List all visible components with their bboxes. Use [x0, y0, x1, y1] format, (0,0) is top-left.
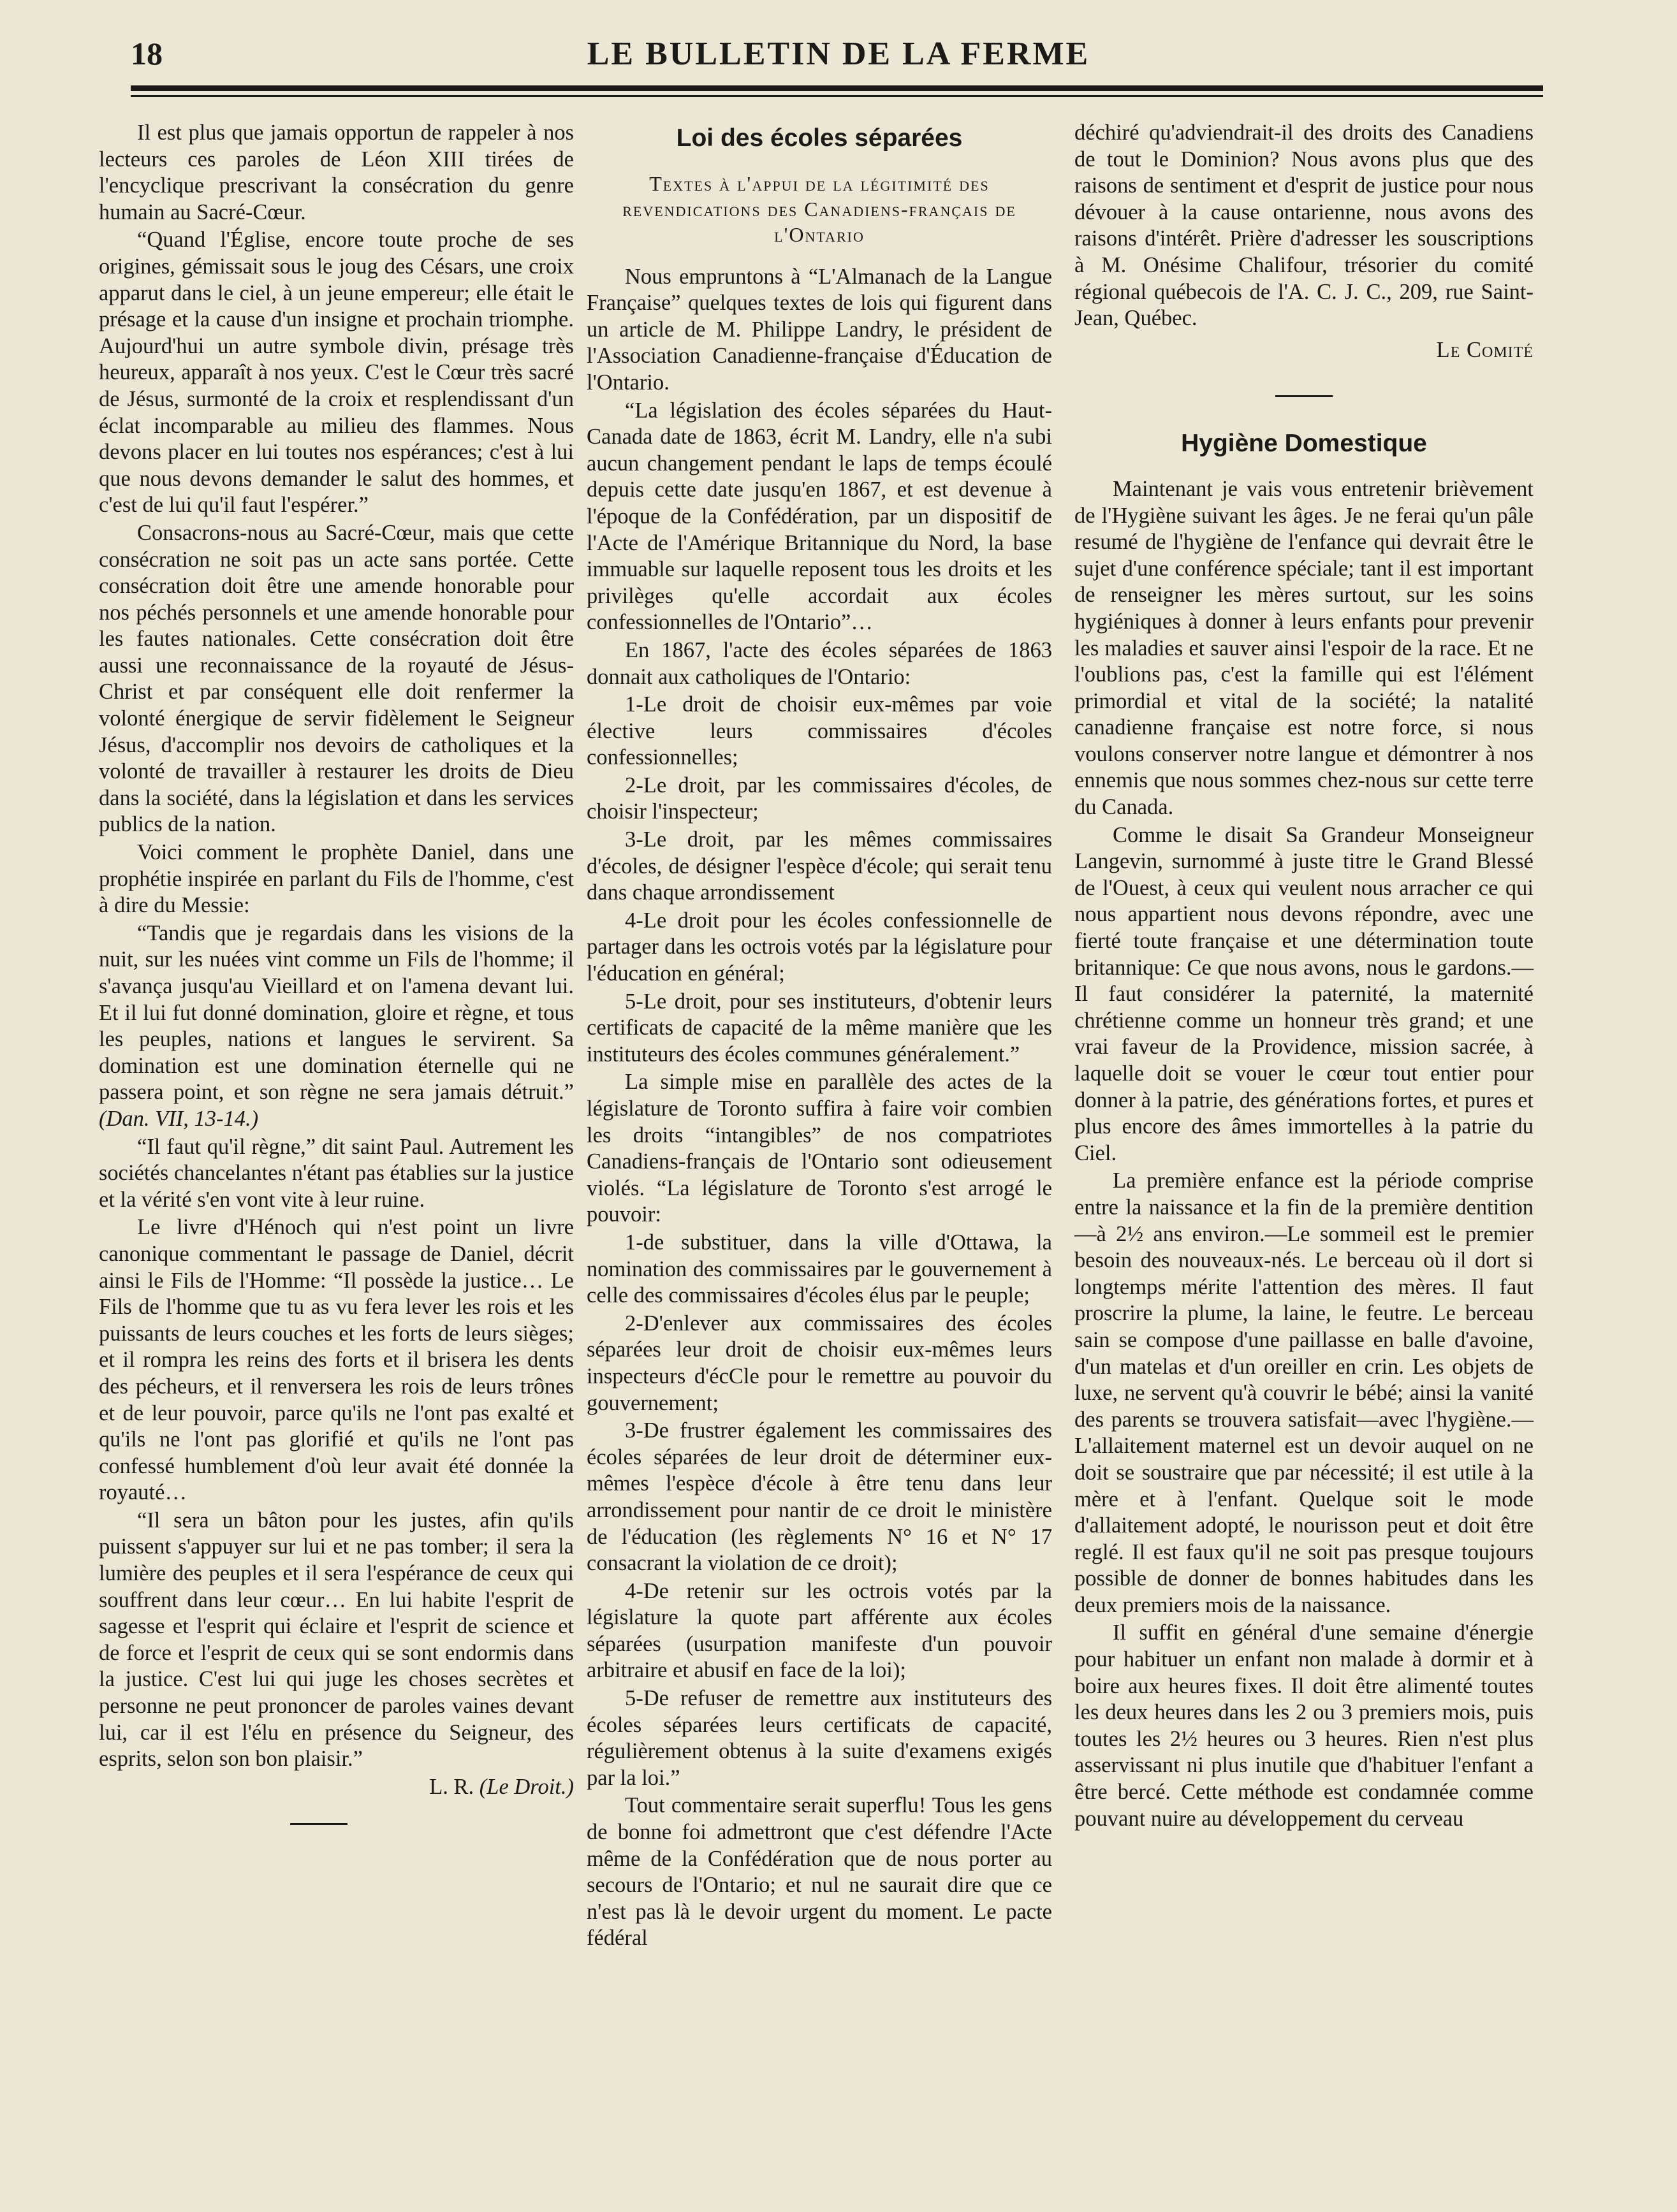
paragraph: Il est plus que jamais opportun de rappeler à nos lecteurs ces paroles de Léon XIII tirées de l'encyclique prescrivant la consécration du genre humain au Sacré-Cœur.	[99, 120, 574, 224]
quote-text: “Tandis que je regardais dans les visions de la nuit, sur les nuées vint comme un Fils de l'homme; il s'avança jusqu'au Vieillard et on l'amena devant lui. Et il lui fut donné domination, gloire et règne, et tous les peuples, nations et langues le servirent. Sa domination est une domination éternelle qui ne passera point, et son règne ne sera jamais détruit.”	[99, 920, 574, 1105]
signature-initials: L. R.	[429, 1774, 474, 1799]
publication-title: LE BULLETIN DE LA FERME	[587, 36, 1090, 72]
list-item: 2-D'enlever aux commissaires des écoles séparées leur droit de choisir eux-mêmes leurs inspecteurs d'écCle pour le remettre au pouvoir du gouvernement;	[587, 1311, 1052, 1415]
article-signature	[99, 1774, 574, 1801]
column-1	[99, 120, 574, 1825]
paragraph: Nous empruntons à “L'Almanach de la Langue Française” quelques textes de lois qui figurent dans un article de M. Philippe Landry, le président de l'Association Canadienne-française d'Éducation de l'Ontario.	[587, 264, 1052, 395]
page-header	[131, 35, 1546, 80]
list-item: 3-Le droit, par les mêmes commissaires d'écoles, de désigner l'espèce d'école; qui serait tenu dans chaque arrondissement	[587, 827, 1052, 905]
paragraph: “Quand l'Église, encore toute proche de ses origines, gémissait sous le joug des Césars, une croix apparut dans le ciel, à un jeune empereur; elle était le présage et la cause d'un insigne et prochain triomphe. Aujourd'hui un autre symbole divin, présage très heureux, apparaît à nos yeux. C'est le Cœur très sacré de Jésus, surmonté de la croix et resplendissant d'un éclat incomparable au milieu des flammes. Nous devons placer en lui toutes nos espérances; c'est à lui que nous devons demander le salut des hommes, et c'est de lui qu'il faut l'espérer.”	[99, 228, 574, 518]
article-divider	[1275, 395, 1333, 397]
paragraph: Tout commentaire serait superflu! Tous les gens de bonne foi admettront que c'est défendre l'Acte même de la Confédération que de nous porter au secours de l'Ontario; et nul ne saurait dire que ce n'est pas là le devoir urgent du moment. Le pacte fédéral	[587, 1793, 1052, 1951]
column-2	[587, 120, 1052, 1953]
paragraph: Le livre d'Hénoch qui n'est point un livre canonique commentant le passage de Daniel, décrit ainsi le Fils de l'Homme: “Il possède la justice… Le Fils de l'homme que tu as vu fera lever les rois et les puissants de leurs couches et les forts de leurs sièges; et il rompra les reins des forts et il brisera les dents des pécheurs, et il renversera les rois de leurs trônes et de leur pouvoir, parce qu'ils ne l'ont pas exalté et qu'ils ne l'ont pas glorifié et qu'ils ne l'ont pas confessé humblement d'où leur avait été donnée la royauté…	[99, 1215, 574, 1505]
list-item: 5-De refuser de remettre aux instituteurs des écoles séparées leurs certificats de capacité, régulièrement obtenus à la suite d'examens exigés par la loi.”	[587, 1686, 1052, 1790]
paragraph: Comme le disait Sa Grandeur Monseigneur Langevin, surnommé à juste titre le Grand Blessé de l'Ouest, à ceux qui veulent nous arracher ce qui nous appartient nous devons répondre, avec une fierté toute française et une détermination toute britannique: Ce que nous avons, nous le gardons.—Il faut considérer la paternité, la maternité chrétienne comme un honneur très grand; et une vrai faveur de la Providence, mission sacrée, à laquelle doit se vouer le cœur tout entier pour donner à la patrie, des générations fortes, et pures et plus encore des âmes immortelles à la patrie du Ciel.	[1074, 822, 1534, 1165]
paragraph: “Il faut qu'il règne,” dit saint Paul. Autrement les sociétés chancelantes n'étant pas établies sur la justice et la vérité s'en vont vite à leur ruine.	[99, 1134, 574, 1212]
header-rule-thin	[131, 95, 1543, 97]
page-number: 18	[131, 36, 163, 71]
quote-reference: (Dan. VII, 13-14.)	[99, 1106, 259, 1131]
list-item: 5-Le droit, pour ses instituteurs, d'obtenir leurs certificats de capacité de la même manière que les instituteurs des écoles communes généralement.”	[587, 989, 1052, 1066]
quote-paragraph	[99, 920, 574, 1133]
paragraph: Voici comment le prophète Daniel, dans une prophétie inspirée en parlant du Fils de l'homme, c'est à dire du Messie:	[99, 840, 574, 918]
article-subheadline: Textes à l'appui de la légitimité des revendications des Canadiens-français de l'Ontario	[622, 171, 1016, 246]
paragraph: Il suffit en général d'une semaine d'énergie pour habituer un enfant non malade à dormir et à boire aux heures fixes. Il doit être alimenté toutes les deux heures dans les 2 ou 3 premiers mois, puis toutes les 2½ heures ou 3 heures. Rien n'est plus asservissant ni plus inutile que d'habituer l'enfant a être bercé. Cette méthode est condamnée comme pouvant nuire au développement du cerveau	[1074, 1620, 1534, 1831]
list-item: 4-De retenir sur les octrois votés par la législature la quote part afférente aux écoles séparées (usurpation manifeste d'un pouvoir arbitraire et abusif en face de la loi);	[587, 1578, 1052, 1683]
paragraph: En 1867, l'acte des écoles séparées de 1863 donnait aux catholiques de l'Ontario:	[587, 637, 1052, 689]
paragraph-continued: déchiré qu'adviendrait-il des droits des Canadiens de tout le Dominion? Nous avons plus que des raisons de sentiment et d'esprit de justice pour nous dévouer à la cause ontarienne, nous avons des raisons d'intérêt. Prière d'adresser les souscriptions à M. Onésime Chalifour, trésorier du comité régional québecois de l'A. C. J. C., 209, rue Saint-Jean, Québec.	[1074, 120, 1534, 331]
paragraph: Consacrons-nous au Sacré-Cœur, mais que cette consécration ne soit pas un acte sans portée. Cette consécration doit être une amende honorable pour nos péchés personnels et une amende honorable pour les fautes nationales. Cette consécration doit être aussi une reconnaissance de la royauté de Jésus-Christ et par conséquent elle doit renfermer la volonté énergique de servir fidèlement le Seigneur Jésus, d'accomplir nos devoirs de catholiques et la volonté de travailler à restaurer les droits de Dieu dans la société, dans la législation et dans les services publics de la nation.	[99, 520, 574, 837]
signature-source: (Le Droit.)	[479, 1774, 574, 1799]
paragraph: “Il sera un bâton pour les justes, afin qu'ils puissent s'appuyer sur lui et ne pas tomber; il sera la lumière des peuples et il sera l'espérance de ceux qui souffrent dans leur cœur… En lui habite l'esprit de sagesse et l'esprit qui éclaire et l'esprit de science et de force et l'esprit de ceux qui se sont endormis dans la justice. C'est lui qui juge les choses secrètes et personne ne peut prononcer de paroles vaines devant lui, car il est l'élu en présence du Seigneur, des esprits, selon son bon plaisir.”	[99, 1508, 574, 1772]
paragraph: La simple mise en parallèle des actes de la législature de Toronto suffira à faire voir combien les droits “intangibles” de nos compatriotes Canadiens-français de l'Ontario sont odieusement violés. “La législature de Toronto s'est arrogé le pouvoir:	[587, 1070, 1052, 1227]
list-item: 2-Le droit, par les commissaires d'écoles, de choisir l'inspecteur;	[587, 773, 1052, 824]
article-headline: Loi des écoles séparées	[676, 124, 963, 152]
paragraph: “La législation des écoles séparées du Haut-Canada date de 1863, écrit M. Landry, elle n'a subi aucun changement pendant le laps de temps écoulé depuis cette date jusqu'en 1867, et est devenue à l'époque de la Confédération, par un dispositif de l'Acte de l'Amérique Britannique du Nord, la base immuable sur laquelle reposent tous les droits et les privilèges qu'elle accordait aux écoles confessionnelles de l'Ontario”…	[587, 398, 1052, 635]
header-rule-thick	[131, 85, 1543, 91]
list-item: 3-De frustrer également les commissaires des écoles séparées de leur droit de déterminer eux-mêmes l'espèce d'école à être tenu dans leur arrondissement pour nantir de ce droit le ministère de l'éducation (les règlements N° 16 et N° 17 consacrant la violation de ce droit);	[587, 1418, 1052, 1576]
list-item: 1-de substituer, dans la ville d'Ottawa, la nomination des commissaires par le gouvernement à celle des commissaires d'écoles élus par le peuple;	[587, 1230, 1052, 1308]
paragraph: La première enfance est la période comprise entre la naissance et la fin de la première dentition—à 2½ ans environ.—Le sommeil est le premier besoin des nouveaux-nés. Le berceau où il dort si longtemps mérite l'attention des mères. Il faut proscrire la plume, la laine, le feutre. Le berceau sain se compose d'une paillasse en balle d'avoine, d'un matelas et d'un oreiller en crin. Les objets de luxe, ne servent qu'à couvrir le bébé; ainsi la vanité des parents se trouvera satisfait—avec l'hygiène.—L'allaitement maternel est un devoir auquel on ne doit se soustraire que par nécessité; il est utile à la mère et à l'enfant. Quelque soit le mode d'allaitement adopté, le nourisson peut et doit être reglé. Il est faux qu'il ne soit pas presque toujours possible de donner de bonnes habitudes dans les deux premiers mois de la naissance.	[1074, 1168, 1534, 1617]
article-signature: Le Comité	[1436, 337, 1534, 362]
column-3	[1074, 120, 1534, 1833]
list-item: 4-Le droit pour les écoles confessionnelle de partager dans les octrois votés par la législature pour l'éducation en général;	[587, 908, 1052, 986]
article-divider	[290, 1823, 348, 1825]
paragraph: Maintenant je vais vous entretenir brièvement de l'Hygiène suivant les âges. Je ne ferai qu'un pâle resumé de l'hygiène de l'enfance qui devrait être le sujet d'une conférence spéciale; tant il est important de renseigner les mères surtout, sur les soins hygiéniques à donner à leurs enfants pour prevenir les maladies et sauver ainsi l'espoir de la race. Et ne l'oublions pas, c'est la famille qui est l'élément primordial et vital de la société; la natalité canadienne française est notre force, si nous voulons conserver notre langue et démontrer à nos ennemis que nous sommes chez-nous sur cette terre du Canada.	[1074, 476, 1534, 820]
list-item: 1-Le droit de choisir eux-mêmes par voie élective leurs commissaires d'écoles confessionnelles;	[587, 692, 1052, 770]
article-headline: Hygiène Domestique	[1181, 430, 1427, 458]
